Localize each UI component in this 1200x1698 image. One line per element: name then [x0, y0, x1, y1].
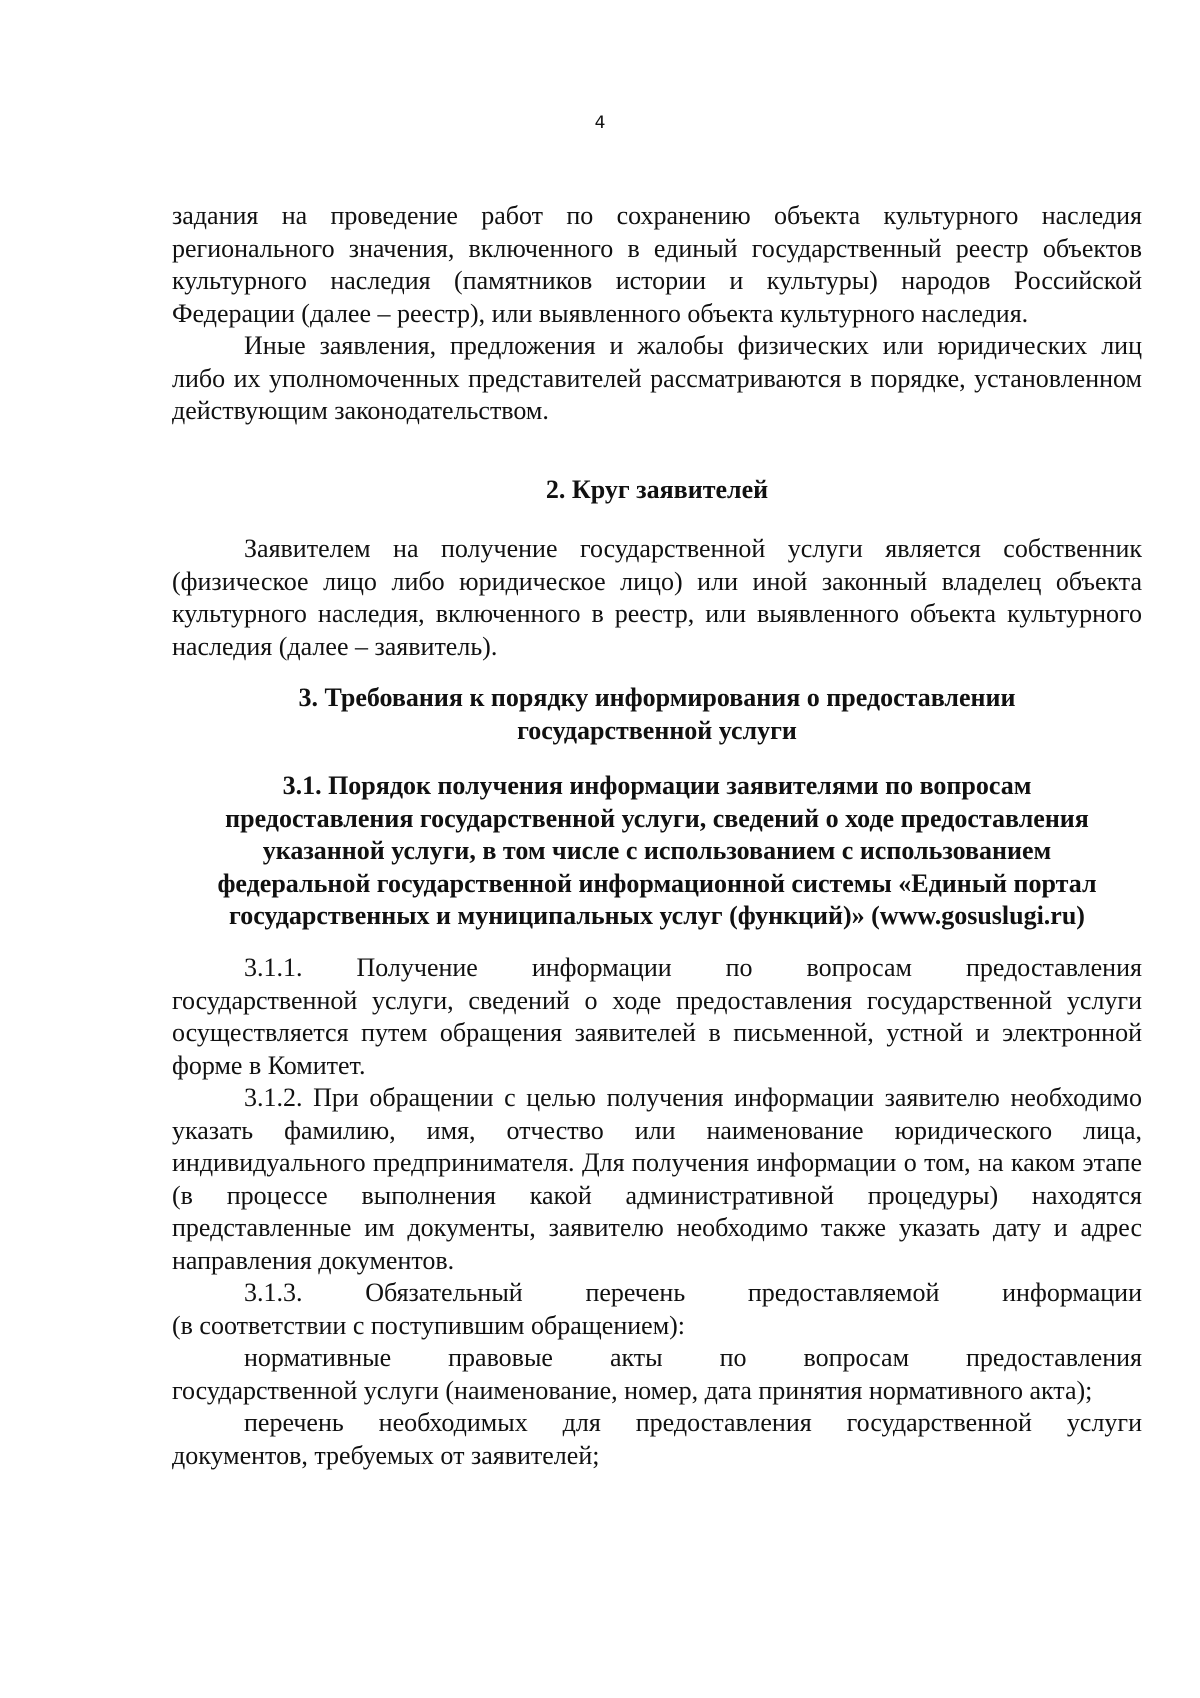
list-item-1-rest: государственной услуги (наименование, номер, дата принятия нормативного акта); — [172, 1375, 1093, 1405]
word: информации — [1002, 1278, 1142, 1307]
list-item-2: перечень необходимых для предоставления государственной услуги документов, требуемых от заявителей; — [172, 1408, 1142, 1470]
word: по — [725, 953, 753, 982]
page-number: 4 — [594, 113, 606, 133]
word: 3.1.1. — [244, 953, 303, 982]
word: предоставления — [965, 953, 1142, 982]
intro-text — [172, 200, 1142, 428]
word: Обязательный — [365, 1278, 523, 1307]
word: акты — [609, 1343, 663, 1372]
word: Получение — [356, 953, 478, 982]
word: предоставляемой — [747, 1278, 940, 1307]
word: перечень — [585, 1278, 686, 1307]
paragraph-3-1-1-rest: государственной услуги, сведений о ходе предоставления государственной услуги осуществляется путем обращения заявителей в письменной, устной и электронной форме в Комитет. — [172, 985, 1142, 1080]
section-2-paragraph: Заявителем на получение государственной услуги является собственник (физическое лицо либо юридическое лицо) или иной законный владелец объекта культурного наследия, включенного в реестр, или выявленного объекта культурного наследия (далее – заявитель). — [172, 534, 1142, 661]
word: нормативные — [244, 1343, 392, 1372]
word: информации — [531, 953, 672, 982]
section-2-text — [172, 533, 1142, 663]
word: правовые — [448, 1343, 553, 1372]
heading-line: указанной услуги, в том числе с использованием с использованием — [262, 836, 1052, 865]
section-3-1-text — [172, 952, 1142, 1472]
heading-line: 3. Требования к порядку информирования о предоставлении — [298, 683, 1016, 712]
heading-line: государственной услуги — [517, 715, 797, 745]
heading-line: предоставления государственной услуги, сведений о ходе предоставления — [225, 803, 1089, 833]
heading-line: 3.1. Порядок получения информации заявителями по вопросам — [282, 771, 1032, 800]
paragraph-3-1-2: 3.1.2. При обращении с целью получения информации заявителю необходимо указать фамилию, имя, отчество или наименование юридического лица, индивидуального предпринимателя. Для получения информации о том, на каком этапе (в процессе выполнения какой административной процедуры) находятся представленные им документы, заявителю необходимо также указать дату и адрес направления документов. — [172, 1083, 1142, 1275]
word: 3.1.3. — [244, 1278, 303, 1307]
intro-paragraph-2: Иные заявления, предложения и жалобы физических или юридических лиц либо их уполномоченных представителей рассматриваются в порядке, установленном действующим законодательством. — [172, 331, 1142, 425]
paragraph-3-1-3-rest: (в соответствии с поступившим обращением): — [172, 1310, 686, 1340]
heading-line: федеральной государственной информационной системы «Единый портал — [217, 868, 1097, 898]
word: предоставления — [966, 1343, 1142, 1372]
word: вопросам — [803, 1343, 910, 1372]
heading-line: государственных и муниципальных услуг (функций)» (www.gosuslugi.ru) — [229, 901, 1085, 930]
section-3-heading — [172, 682, 1142, 747]
paragraph-3-1-1-first-line — [172, 952, 1142, 985]
word: по — [719, 1343, 747, 1372]
word: вопросам — [806, 953, 912, 982]
paragraph-3-1-3-first-line — [172, 1277, 1142, 1310]
section-3-1-heading — [172, 770, 1142, 933]
list-item-1-first-line — [172, 1342, 1142, 1375]
section-2-heading: 2. Круг заявителей — [545, 475, 769, 504]
intro-paragraph-1: задания на проведение работ по сохранению объекта культурного наследия регионального значения, включенного в единый государственный реестр объектов культурного наследия (памятников истории и культуры) народов Российской Федерации (далее – реестр), или выявленного объекта культурного наследия. — [172, 201, 1142, 328]
